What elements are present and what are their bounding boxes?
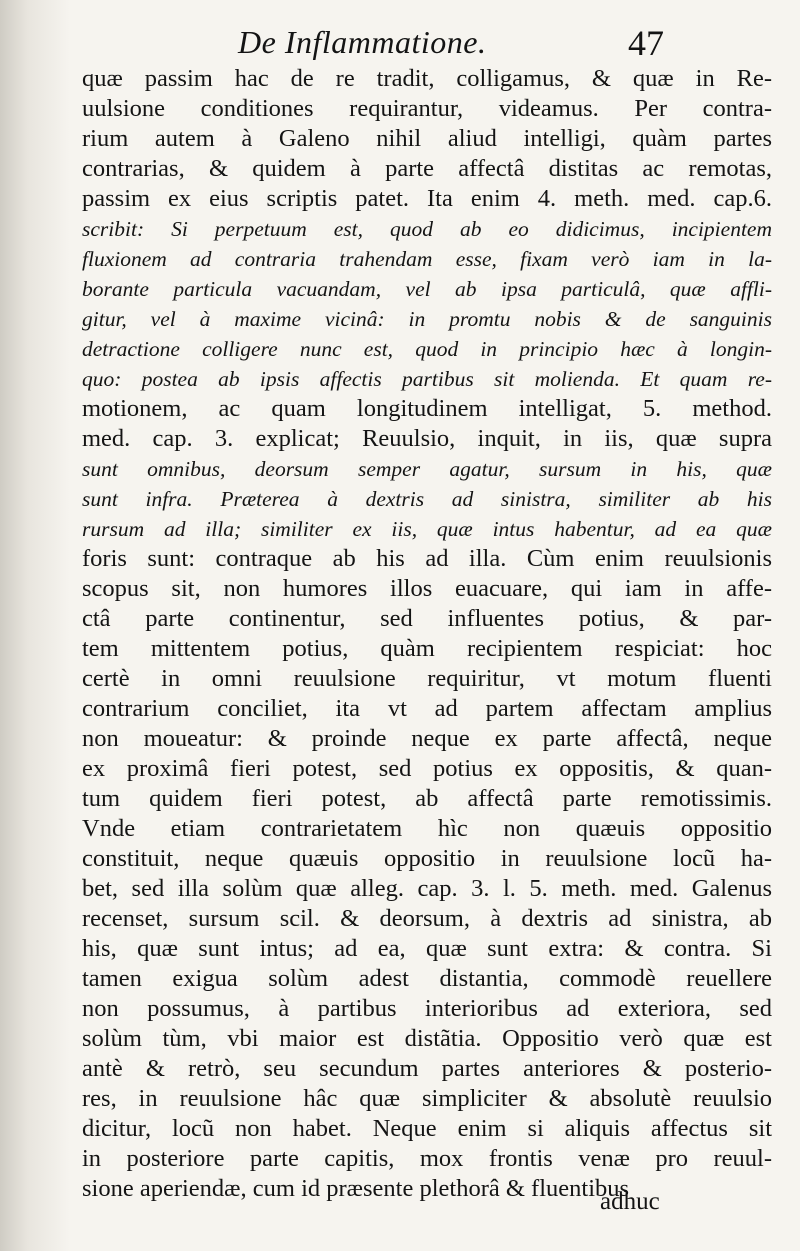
text-line: rursum ad illa; similiter ex iis, quæ intus habentur, ad ea quæ [82,517,772,541]
text-line: constituit, neque quæuis oppositio in reuulsione locũ ha- [82,845,772,872]
body-text [82,64,772,1204]
page-number: 47 [628,23,664,63]
text-line: tem mittentem potius, quàm recipientem respiciat: hoc [82,635,772,662]
text-line: rium autem à Galeno nihil aliud intelligi, quàm partes [82,125,772,152]
text-line: ex proximâ fieri potest, sed potius ex oppositis, & quan- [82,755,772,782]
text-line: sunt infra. Præterea à dextris ad sinistra, similiter ab his [82,487,772,511]
text-line: Vnde etiam contrarietatem hìc non quæuis oppositio [82,815,772,842]
text-line: contrarias, & quidem à parte affectâ distitas ac remotas, [82,155,772,182]
text-line: detractione colligere nunc est, quod in principio hæc à longin- [82,337,772,361]
text-line: foris sunt: contraque ab his ad illa. Cùm enim reuulsionis [82,545,772,572]
text-line: scopus sit, non humores illos euacuare, qui iam in affe- [82,575,772,602]
text-line: ctâ parte continentur, sed influentes potius, & par- [82,605,772,632]
text-line: sunt omnibus, deorsum semper agatur, sursum in his, quæ [82,457,772,481]
text-line: sione aperiendæ, cum id præsente plethorâ & fluentibus [82,1175,630,1202]
text-line: borante particula vacuandam, vel ab ipsa particulâ, quæ affli- [82,277,772,301]
text-line: antè & retrò, seu secundum partes anteriores & posterio- [82,1055,772,1082]
gutter-shadow [0,0,70,1251]
running-title: De Inflammatione. [238,24,487,60]
text-line: non moueatur: & proinde neque ex parte affectâ, neque [82,725,772,752]
text-line: gitur, vel à maxime vicinâ: in promtu nobis & de sanguinis [82,307,772,331]
text-line: scribit: Si perpetuum est, quod ab eo didicimus, incipientem [82,217,772,241]
text-line: in posteriore parte capitis, mox frontis venæ pro reuul- [82,1145,772,1172]
text-line: quæ passim hac de re tradit, colligamus, & quæ in Re- [82,65,772,92]
text-line: certè in omni reuulsione requiritur, vt motum fluenti [82,665,772,692]
text-line: contrarium conciliet, ita vt ad partem affectam amplius [82,695,772,722]
text-line: solùm tùm, vbi maior est distãtia. Oppositio verò quæ est [82,1025,772,1052]
text-line: his, quæ sunt intus; ad ea, quæ sunt extra: & contra. Si [82,935,772,962]
text-line: tum quidem fieri potest, ab affectâ parte remotissimis. [82,785,772,812]
text-line: uulsione conditiones requirantur, videamus. Per contra- [82,95,772,122]
text-line: tamen exigua solùm adest distantia, commodè reuellere [82,965,772,992]
text-line: recenset, sursum scil. & deorsum, à dextris ad sinistra, ab [82,905,772,932]
text-line: med. cap. 3. explicat; Reuulsio, inquit, in iis, quæ supra [82,425,772,452]
text-line: dicitur, locũ non habet. Neque enim si aliquis affectus sit [82,1115,772,1142]
text-line: motionem, ac quam longitudinem intelligat, 5. method. [82,395,772,422]
text-line: quo: postea ab ipsis affectis partibus sit molienda. Et quam re- [82,367,772,391]
catchword: adhuc [600,1188,660,1215]
text-line: bet, sed illa solùm quæ alleg. cap. 3. l. 5. meth. med. Galenus [82,875,772,902]
text-line: res, in reuulsione hâc quæ simpliciter & absolutè reuulsio [82,1085,772,1112]
text-line: non possumus, à partibus interioribus ad exteriora, sed [82,995,772,1022]
text-line: fluxionem ad contraria trahendam esse, fixam verò iam in la- [82,247,772,271]
text-line: passim ex eius scriptis patet. Ita enim 4. meth. med. cap.6. [82,185,772,212]
